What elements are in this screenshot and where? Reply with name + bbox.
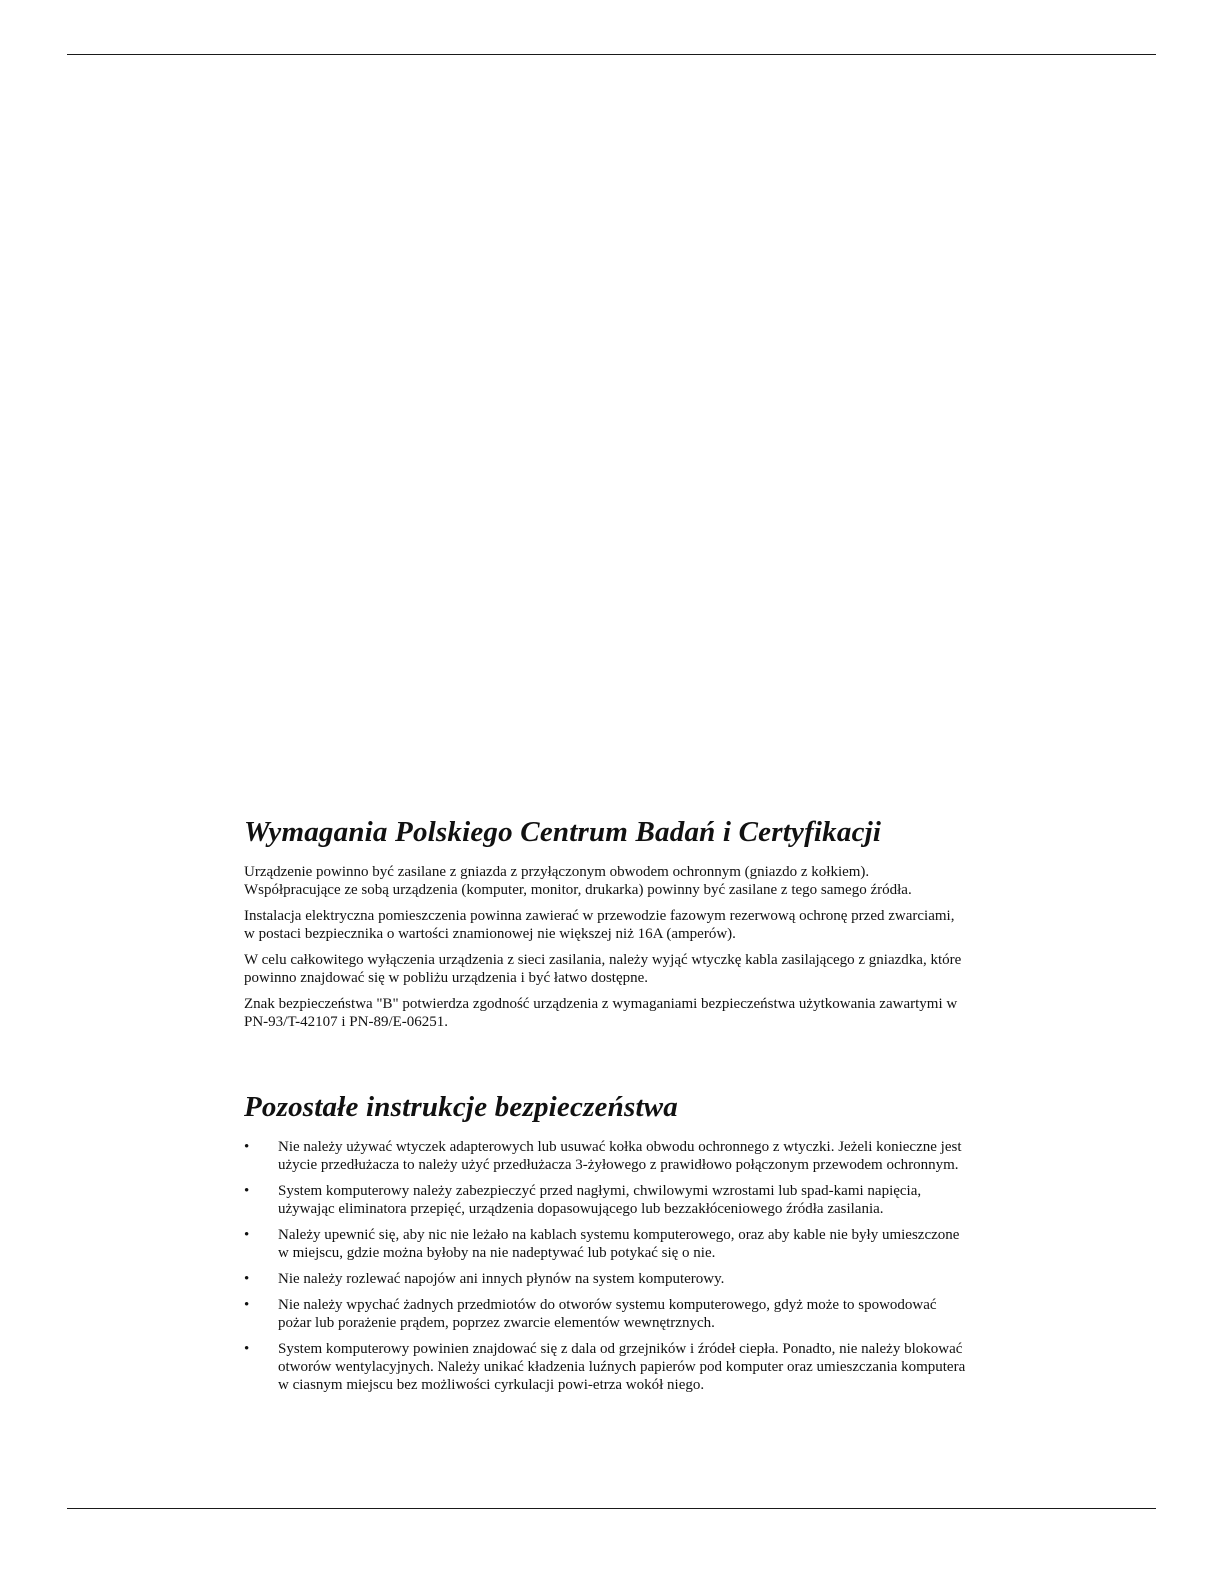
section-heading: Pozostałe instrukcje bezpieczeństwa <box>244 1091 678 1123</box>
list-item-text: System komputerowy powinien znajdować się z dala od grzejników i źródeł ciepła. Ponadto, nie należy blokować otworów wentylacyjnych. Należy unikać kładzenia luźnych papierów pod komputer oraz umieszczania komputera w ciasnym miejscu bez możliwości cyrkulacji powi-etrza wokół niego. <box>278 1341 966 1393</box>
list-item <box>244 1182 969 1218</box>
list-item-text: Nie należy wpychać żadnych przedmiotów do otworów systemu komputerowego, gdyż może to spowodować pożar lub porażenie prądem, poprzez zwarcie elementów wewnętrznych. <box>278 1297 937 1331</box>
safety-list <box>244 1138 969 1394</box>
list-item <box>244 1226 969 1262</box>
list-item-text: Należy upewnić się, aby nic nie leżało na kablach systemu komputerowego, oraz aby kable nie były umieszczone w miejscu, gdzie można byłoby na nie nadeptywać lub potykać się o nie. <box>278 1227 960 1261</box>
list-item <box>244 1270 969 1288</box>
paragraph: W celu całkowitego wyłączenia urządzenia z sieci zasilania, należy wyjąć wtyczkę kabla zasilającego z gniazdka, które powinno znajdować się w pobliżu urządzenia i być łatwo dostępne. <box>244 952 962 986</box>
footer-rule <box>67 1508 1156 1509</box>
other-safety-section <box>244 1090 969 1402</box>
list-item-text: Nie należy używać wtyczek adapterowych lub usuwać kołka obwodu ochronnego z wtyczki. Jeżeli konieczne jest użycie przedłużacza to należy użyć przedłużacza 3-żyłowego z prawidłowo połączonym przewodem ochronnym. <box>278 1139 962 1173</box>
section-heading: Wymagania Polskiego Centrum Badań i Certyfikacji <box>244 816 882 848</box>
list-item-text: System komputerowy należy zabezpieczyć przed nagłymi, chwilowymi wzrostami lub spad-kami napięcia, używając eliminatora przepięć, urządzenia dopasowującego lub bezzakłóceniowego źródła zasilania. <box>278 1183 922 1217</box>
paragraph: Znak bezpieczeństwa "B" potwierdza zgodność urządzenia z wymaganiami bezpieczeństwa użytkowania zawartymi w PN-93/T-42107 i PN-89/E-06251. <box>244 996 958 1030</box>
bullet-icon: • <box>244 1227 250 1243</box>
header-rule <box>67 54 1156 55</box>
pl-certification-section <box>244 815 969 1039</box>
list-item <box>244 1138 969 1174</box>
list-item <box>244 1296 969 1332</box>
bullet-icon: • <box>244 1297 250 1313</box>
bullet-icon: • <box>244 1341 250 1357</box>
bullet-icon: • <box>244 1183 250 1199</box>
paragraph: Instalacja elektryczna pomieszczenia powinna zawierać w przewodzie fazowym rezerwową ochronę przed zwarciami, w postaci bezpiecznika o wartości znamionowej nie większej niż 16A (amperów). <box>244 908 955 942</box>
list-item <box>244 1340 969 1394</box>
bullet-icon: • <box>244 1139 250 1155</box>
list-item-text: Nie należy rozlewać napojów ani innych płynów na system komputerowy. <box>278 1271 725 1287</box>
paragraph: Urządzenie powinno być zasilane z gniazda z przyłączonym obwodem ochronnym (gniazdo z kołkiem). Współpracujące ze sobą urządzenia (komputer, monitor, drukarka) powinny być zasilane z tego samego źródła. <box>244 864 912 898</box>
bullet-icon: • <box>244 1271 250 1287</box>
